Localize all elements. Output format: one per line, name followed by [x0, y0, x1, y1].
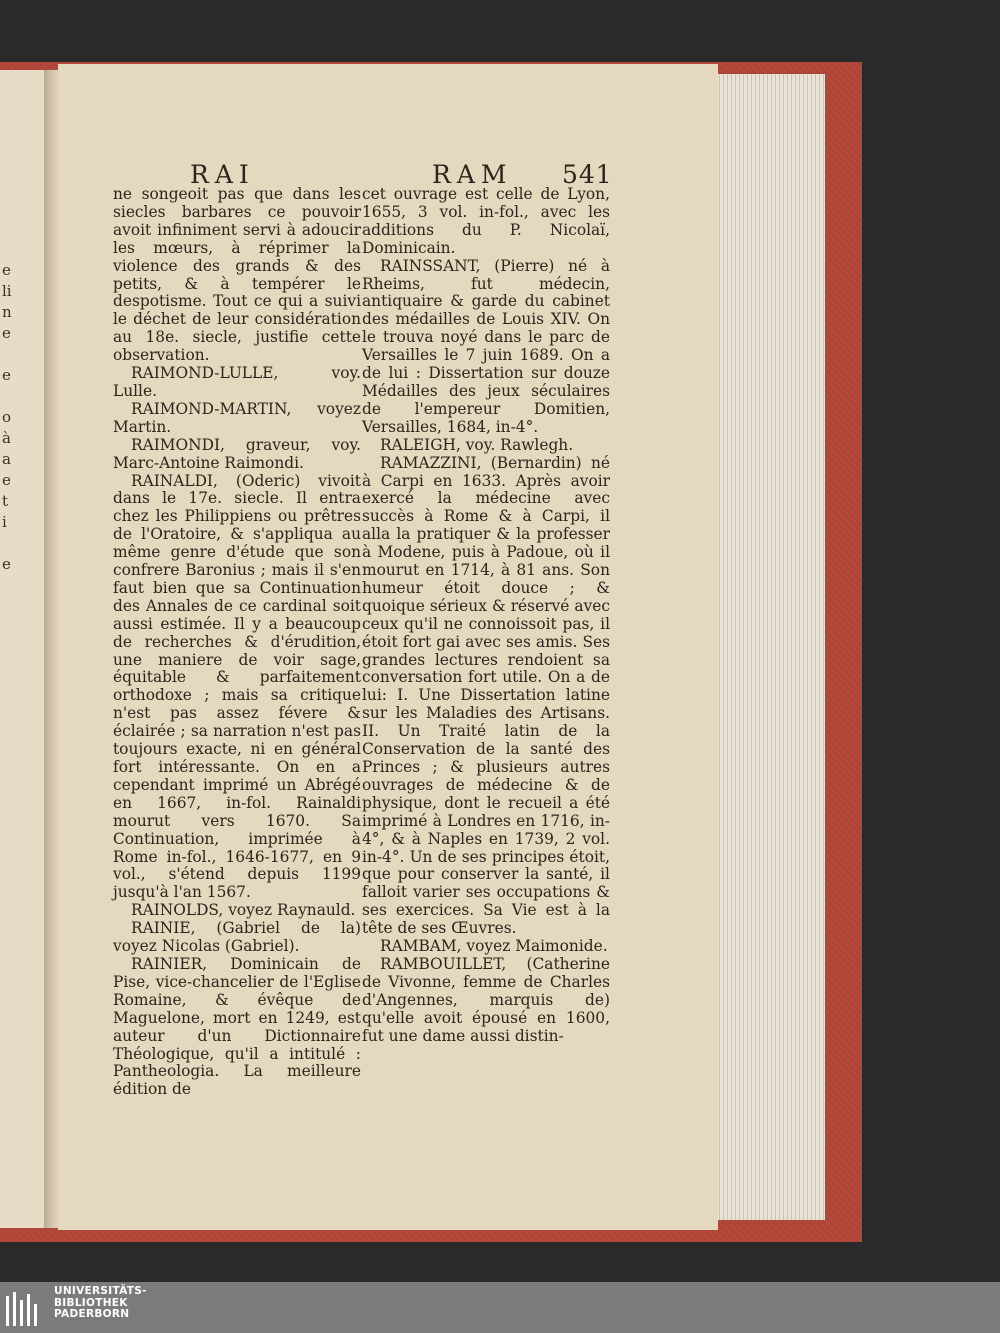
edge-fragment [2, 596, 16, 617]
paragraph: ne songeoit pas que dans les siecles barbares ce pouvoir avoit infiniment servi à adoucir les mœurs, à réprimer la violence des grands & des petits, & à tempérer le despotisme. Tout ce qui a suivi le déchet de leur considération au 18e. siecle, justifie cette observation. [113, 185, 361, 365]
edge-fragment: n [2, 303, 12, 321]
entry-rainssant: RAINSSANT, (Pierre) né à Rheims, fut médecin, antiquaire & garde du cabinet des médailles de Louis XIV. On le trouva noyé dans le parc de Versailles le 7 juin 1689. On a de lui : Dissertation sur douze Médailles des jeux séculaires de l'empereur Domitien, Versailles, 1684, in-4°. [362, 256, 610, 436]
edge-fragment: li [2, 282, 12, 300]
library-footer-bar [0, 1282, 1000, 1333]
entry-rainier: RAINIER, Dominicain de Pise, vice-chancelier de l'Eglise Romaine, & évêque de Maguelone, mort en 1249, est auteur d'un Dictionnaire Théologique, qu'il a intitulé : Pantheologia. La meilleure édition de [113, 954, 361, 1099]
logo-line: PADERBORN [54, 1308, 130, 1320]
left-page-edge-text [2, 260, 16, 617]
entry-raimond-lulle: RAIMOND-LULLE, voy. Lulle. [113, 364, 361, 400]
edge-fragment: à [2, 429, 11, 447]
entry-rainolds: RAINOLDS, voyez Raynauld. [131, 901, 356, 920]
entry-raimond-martin: RAIMOND-MARTIN, voyez Martin. [113, 399, 361, 436]
running-head-right: RAM [432, 160, 513, 189]
running-head-left: RAI [190, 160, 255, 189]
library-logo-text [54, 1286, 147, 1321]
edge-fragment: e [2, 471, 11, 489]
edge-fragment: e [2, 324, 11, 342]
entry-rainaldi: RAINALDI, (Oderic) vivoit dans le 17e. siecle. Il entra chez les Philippiens ou prêtres de l'Oratoire, & s'appliqua au même genre d'étude que son confrere Baronius ; mais il s'en faut bien que sa Continuation des Annales de ce cardinal soit aussi estimée. Il y a beaucoup de recherches & d'érudition, une maniere de voir sage, équitable & parfaitement orthodoxe ; mais sa critique n'est pas assez févere & éclairée ; sa narration n'est pas toujours exacte, ni en général fort intéressante. On en a cependant imprimé un Abrégé en 1667, in-fol. Rainaldi mourut vers 1670. Sa Continuation, imprimée à Rome in-fol., 1646-1677, en 9 vol., s'étend depuis 1199 jusqu'à l'an 1567. [113, 471, 361, 902]
entry-ramazzini: RAMAZZINI, (Bernardin) né à Carpi en 1633. Après avoir exercé la médecine avec succès à Rome & à Carpi, il alla la pratiquer & la professer à Modene, puis à Padoue, où il mourut en 1714, à 81 ans. Son humeur étoit douce ; & quoique sérieux & réservé avec ceux qu'il ne connoissoit pas, il étoit fort gai avec ses amis. Ses grandes lectures rendoient sa conversation fort utile. On a de lui: I. Une Dissertation latine sur les Maladies des Artisans. II. Un Traité latin de la Conservation de la santé des Princes ; & plusieurs autres ouvrages de médecine & de physique, dont le recueil a été imprimé à Londres en 1716, in-4°, & à Naples en 1739, 2 vol. in-4°. Un de ses principes étoit, que pour conserver la santé, il falloit varier ses occupations & ses exercices. Sa Vie est à la tête de ses Œuvres. [362, 453, 610, 938]
edge-fragment: e [2, 366, 11, 384]
text-column-left [113, 186, 361, 1099]
edge-fragment: i [2, 513, 7, 531]
text-column-right [362, 186, 610, 1046]
library-logo-icon [4, 1290, 44, 1328]
entry-rambam: RAMBAM, voyez Maimonide. [380, 937, 608, 956]
left-page [0, 70, 50, 1228]
entry-rambouillet: RAMBOUILLET, (Catherine de Vivonne, femme de Charles d'Angennes, marquis de) qu'elle avoit épousé en 1600, fut une dame aussi distin- [362, 954, 610, 1045]
entry-raleigh: RALEIGH, voy. Rawlegh. [380, 435, 574, 454]
edge-fragment: e [2, 555, 11, 573]
entry-raimondi: RAIMONDI, graveur, voy. Marc-Antoine Raimondi. [113, 435, 361, 472]
logo-line: BIBLIOTHEK [54, 1296, 128, 1309]
logo-line: UNIVERSITÄTS- [54, 1285, 147, 1297]
edge-fragment [2, 386, 16, 407]
edge-fragment [2, 344, 16, 365]
entry-rainie: RAINIE, (Gabriel de la) voyez Nicolas (Gabriel). [113, 919, 361, 956]
edge-fragment: o [2, 408, 12, 426]
paragraph: cet ouvrage est celle de Lyon, 1655, 3 vol. in-fol., avec les additions du P. Nicolaï, Dominicain. [362, 185, 610, 257]
page-number: 541 [562, 160, 613, 189]
page-block-edge [710, 74, 825, 1220]
edge-fragment: a [2, 450, 11, 468]
edge-fragment [2, 575, 16, 596]
edge-fragment: e [2, 261, 11, 279]
edge-fragment: t [2, 492, 9, 510]
edge-fragment [2, 533, 16, 554]
